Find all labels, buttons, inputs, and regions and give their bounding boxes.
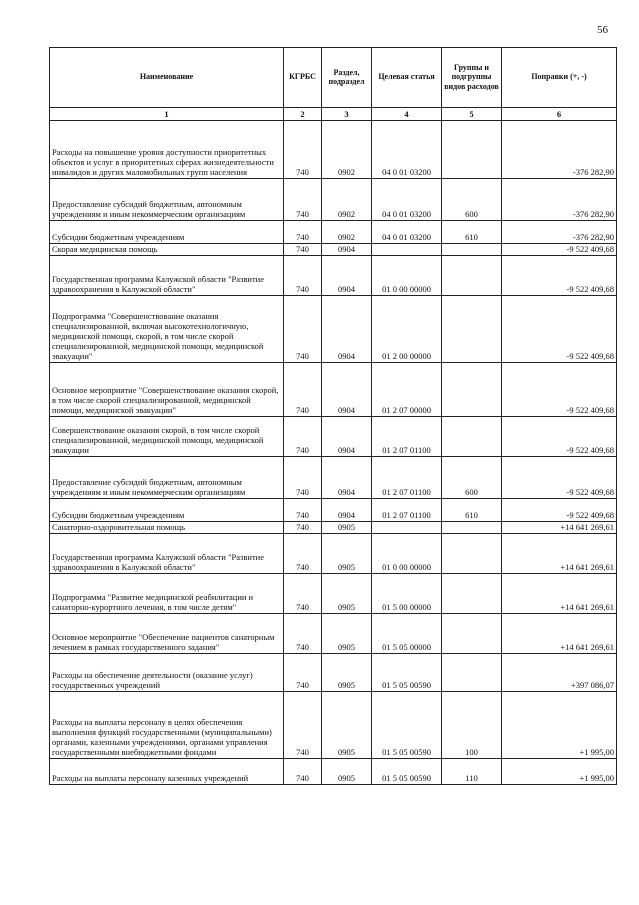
row-name: Основное мероприятие "Обеспечение пациентов санаторным лечением в рамках государственного задания" [50,614,284,654]
header-row [50,48,617,108]
row-section: 0904 [322,363,372,417]
column-number: 6 [502,108,617,121]
row-kgrbs: 740 [284,457,322,499]
row-target: 04 0 01 03200 [372,179,442,221]
table-row [50,256,617,296]
row-group: 100 [442,692,502,759]
row-amount: +1 995,00 [502,759,617,785]
row-section: 0902 [322,121,372,179]
table-row [50,614,617,654]
header-target: Целевая статья [372,48,442,108]
row-name: Расходы на повышение уровня доступности приоритетных объектов и услуг в приоритетных сферах жизнедеятельности инвалидов и других маломобильных групп населения [50,121,284,179]
row-amount: -376 282,90 [502,121,617,179]
row-amount: +397 086,07 [502,654,617,692]
row-section: 0905 [322,759,372,785]
row-section: 0905 [322,614,372,654]
row-section: 0904 [322,417,372,457]
row-kgrbs: 740 [284,692,322,759]
row-section: 0905 [322,654,372,692]
row-group: 110 [442,759,502,785]
row-target: 04 0 01 03200 [372,121,442,179]
row-target: 04 0 01 03200 [372,221,442,244]
row-amount: -9 522 409,68 [502,256,617,296]
row-name: Предоставление субсидий бюджетным, автономным учреждениям и иным некоммерческим организациям [50,179,284,221]
row-amount: -9 522 409,68 [502,417,617,457]
row-target: 01 2 07 01100 [372,457,442,499]
row-name: Предоставление субсидий бюджетным, автономным учреждениям и иным некоммерческим организациям [50,457,284,499]
row-name: Основное мероприятие "Совершенствование оказания скорой, в том числе скорой специализированной, медицинской помощи, медицинской эвакуации" [50,363,284,417]
table-row [50,654,617,692]
row-group [442,574,502,614]
row-group [442,256,502,296]
row-name: Расходы на выплаты персоналу в целях обеспечения выполнения функций государственными (муниципальными) органами, казенными учреждениями, органами управления государственными внебюджетными фондами [50,692,284,759]
row-section: 0905 [322,574,372,614]
row-target: 01 2 07 01100 [372,417,442,457]
column-number: 4 [372,108,442,121]
row-target: 01 5 05 00590 [372,692,442,759]
row-section: 0905 [322,522,372,534]
table-row [50,522,617,534]
row-group [442,121,502,179]
row-group: 610 [442,221,502,244]
table-row [50,759,617,785]
row-amount: +14 641 269,61 [502,534,617,574]
row-kgrbs: 740 [284,121,322,179]
row-group [442,363,502,417]
row-target [372,244,442,256]
column-number: 2 [284,108,322,121]
row-target: 01 5 00 00000 [372,574,442,614]
row-section: 0905 [322,534,372,574]
table-row [50,417,617,457]
page-number: 56 [597,24,608,36]
row-group: 610 [442,499,502,522]
row-group: 600 [442,457,502,499]
row-name: Субсидии бюджетным учреждениям [50,221,284,244]
row-kgrbs: 740 [284,296,322,363]
row-section: 0904 [322,244,372,256]
row-amount: +14 641 269,61 [502,614,617,654]
row-name: Субсидии бюджетным учреждениям [50,499,284,522]
row-kgrbs: 740 [284,654,322,692]
table-row [50,221,617,244]
row-kgrbs: 740 [284,614,322,654]
row-section: 0902 [322,179,372,221]
table-row [50,121,617,179]
row-section: 0905 [322,692,372,759]
table-row [50,499,617,522]
row-kgrbs: 740 [284,534,322,574]
row-kgrbs: 740 [284,417,322,457]
header-groups: Группы и подгруппы видов расходов [442,48,502,108]
row-group [442,244,502,256]
table-row [50,179,617,221]
row-amount: -9 522 409,68 [502,457,617,499]
row-group: 600 [442,179,502,221]
row-amount: +1 995,00 [502,692,617,759]
column-number-row [50,108,617,121]
row-kgrbs: 740 [284,221,322,244]
row-section: 0902 [322,221,372,244]
table-row [50,457,617,499]
row-target: 01 2 07 01100 [372,499,442,522]
row-target: 01 5 05 00590 [372,759,442,785]
row-group [442,534,502,574]
row-kgrbs: 740 [284,179,322,221]
row-target [372,522,442,534]
row-amount: -376 282,90 [502,179,617,221]
header-name: Наименование [50,48,284,108]
row-kgrbs: 740 [284,574,322,614]
row-kgrbs: 740 [284,522,322,534]
row-target: 01 5 05 00590 [372,654,442,692]
row-name: Расходы на обеспечение деятельности (оказание услуг) государственных учреждений [50,654,284,692]
header-section: Раздел, подраздел [322,48,372,108]
header-amendments: Поправки (+, -) [502,48,617,108]
table-row [50,534,617,574]
row-target: 01 5 05 00000 [372,614,442,654]
row-kgrbs: 740 [284,363,322,417]
row-group [442,296,502,363]
budget-table [49,47,617,785]
row-amount: -9 522 409,68 [502,296,617,363]
table-row [50,574,617,614]
row-section: 0904 [322,457,372,499]
row-name: Совершенствование оказания скорой, в том числе скорой специализированной, медицинской помощи, медицинской эвакуации [50,417,284,457]
row-name: Государственная программа Калужской области "Развитие здравоохранения в Калужской области" [50,534,284,574]
row-target: 01 0 00 00000 [372,256,442,296]
header-kgrbs: КГРБС [284,48,322,108]
table-row [50,296,617,363]
row-group [442,417,502,457]
table-row [50,692,617,759]
row-name: Расходы на выплаты персоналу казенных учреждений [50,759,284,785]
row-name: Подпрограмма "Совершенствование оказания специализированной, включая высокотехнологичную, медицинской помощи, скорой, в том числе скорой специализированной, медицинской помощи, медицинской эвакуации" [50,296,284,363]
row-kgrbs: 740 [284,256,322,296]
row-kgrbs: 740 [284,499,322,522]
row-target: 01 2 00 00000 [372,296,442,363]
column-number: 1 [50,108,284,121]
row-amount: +14 641 269,61 [502,522,617,534]
row-amount: -9 522 409,68 [502,499,617,522]
row-amount: -376 282,90 [502,221,617,244]
column-number: 5 [442,108,502,121]
row-section: 0904 [322,256,372,296]
row-group [442,614,502,654]
row-group [442,522,502,534]
row-group [442,654,502,692]
row-kgrbs: 740 [284,244,322,256]
row-amount: +14 641 269,61 [502,574,617,614]
row-name: Подпрограмма "Развитие медицинской реабилитации и санаторно-курортного лечения, в том числе детям" [50,574,284,614]
row-name: Государственная программа Калужской области "Развитие здравоохранения в Калужской области" [50,256,284,296]
column-number: 3 [322,108,372,121]
row-target: 01 0 00 00000 [372,534,442,574]
row-section: 0904 [322,499,372,522]
row-amount: -9 522 409,68 [502,244,617,256]
row-name: Скорая медицинская помощь [50,244,284,256]
table-row [50,363,617,417]
row-amount: -9 522 409,68 [502,363,617,417]
row-section: 0904 [322,296,372,363]
row-name: Санаторно-оздоровительная помощь [50,522,284,534]
row-target: 01 2 07 00000 [372,363,442,417]
row-kgrbs: 740 [284,759,322,785]
table-row [50,244,617,256]
